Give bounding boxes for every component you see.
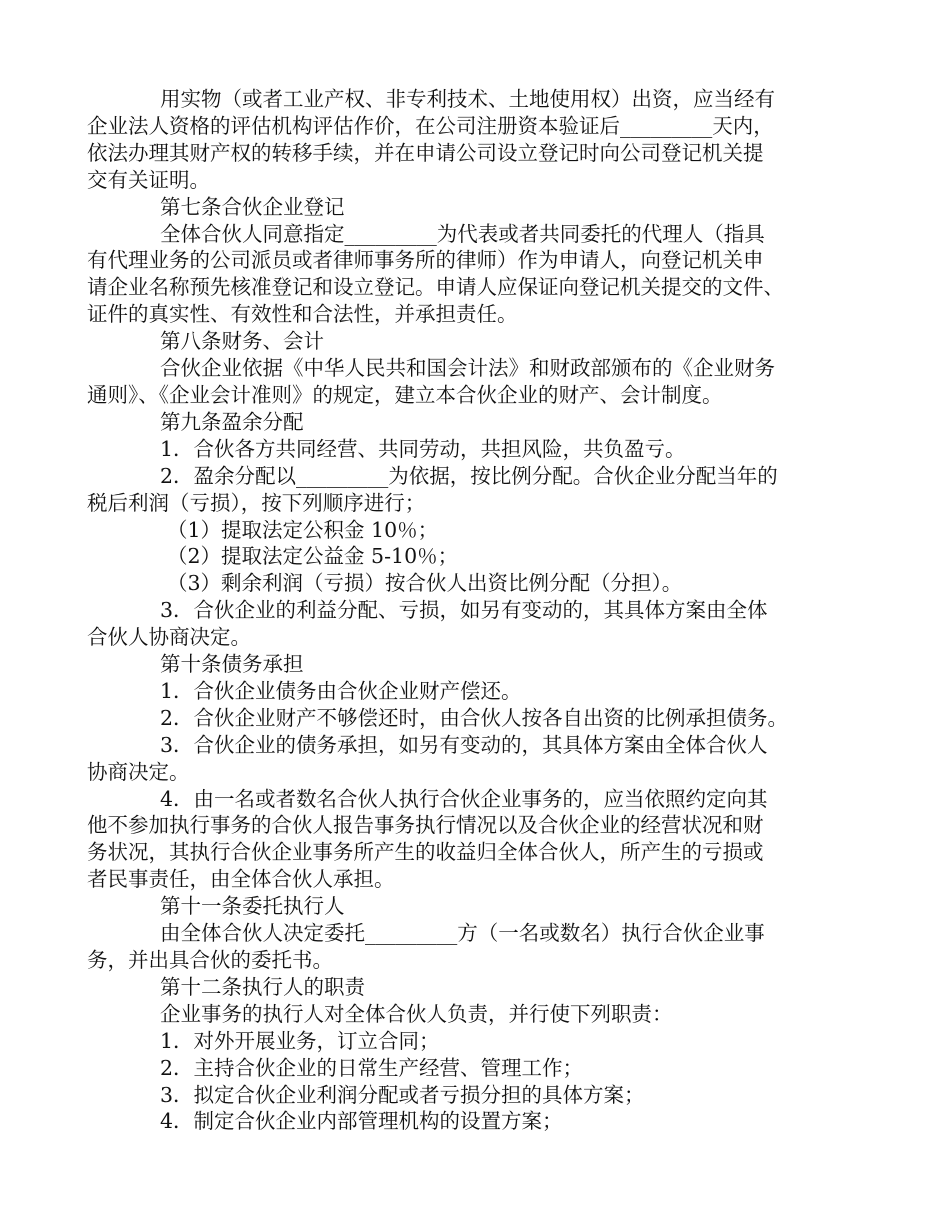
list-item: 2．盈余分配以_________为依据，按比例分配。合伙企业分配当年的 <box>160 463 778 488</box>
text-line: 由全体合伙人决定委托_________方（一名或数名）执行合伙企业事 <box>160 921 765 946</box>
article-heading: 第八条财务、会计 <box>160 329 324 354</box>
text-line: 交有关证明。 <box>87 167 210 192</box>
text-line: 企业法人资格的评估机构评估作价，在公司注册资本验证后_________天内， <box>87 113 774 138</box>
list-item: 3．拟定合伙企业利润分配或者亏损分担的具体方案； <box>160 1082 645 1107</box>
sub-list-item: （3）剩余利润（亏损）按合伙人出资比例分配（分担）。 <box>167 571 683 596</box>
article-heading: 第十条债务承担 <box>160 652 304 677</box>
list-item: 3．合伙企业的债务承担，如另有变动的，其具体方案由全体合伙人 <box>160 732 768 757</box>
list-item: 3．合伙企业的利益分配、亏损，如另有变动的，其具体方案由全体 <box>160 598 768 623</box>
text-line: 者民事责任，由全体合伙人承担。 <box>87 867 395 892</box>
text-line: 全体合伙人同意指定_________为代表或者共同委托的代理人（指具 <box>160 221 765 246</box>
list-item: 4．由一名或者数名合伙人执行合伙企业事务的，应当依照约定向其 <box>160 786 768 811</box>
article-heading: 第七条合伙企业登记 <box>160 194 345 219</box>
document-page <box>87 86 877 1135</box>
text-line: 企业事务的执行人对全体合伙人负责，并行使下列职责： <box>160 1001 673 1026</box>
text-line: 他不参加执行事务的合伙人报告事务执行情况以及合伙企业的经营状况和财 <box>87 813 764 838</box>
text-line: 有代理业务的公司派员或者律师事务所的律师）作为申请人，向登记机关申 <box>87 248 764 273</box>
text-line: 请企业名称预先核准登记和设立登记。申请人应保证向登记机关提交的文件、 <box>87 275 784 300</box>
article-heading: 第十一条委托执行人 <box>160 894 345 919</box>
text-line: 合伙企业依据《中华人民共和国会计法》和财政部颁布的《企业财务 <box>160 356 775 381</box>
list-item: 1．合伙企业债务由合伙企业财产偿还。 <box>160 678 522 703</box>
text-line: 合伙人协商决定。 <box>87 625 251 650</box>
text-line: 证件的真实性、有效性和合法性，并承担责任。 <box>87 302 518 327</box>
list-item: 2．合伙企业财产不够偿还时，由合伙人按各自出资的比例承担债务。 <box>160 705 789 730</box>
list-item: 1．合伙各方共同经营、共同劳动，共担风险，共负盈亏。 <box>160 436 686 461</box>
text-line: 通则》、《企业会计准则》的规定，建立本合伙企业的财产、会计制度。 <box>87 382 723 407</box>
article-heading: 第九条盈余分配 <box>160 409 304 434</box>
text-line: 务，并出具合伙的委托书。 <box>87 948 333 972</box>
list-item: 2．主持合伙企业的日常生产经营、管理工作； <box>160 1055 584 1080</box>
text-line: 依法办理其财产权的转移手续，并在申请公司设立登记时向公司登记机关提 <box>87 140 764 165</box>
sub-list-item: （1）提取法定公积金 10％； <box>167 517 439 542</box>
sub-list-item: （2）提取法定公益金 5-10％； <box>167 544 459 569</box>
text-line: 税后利润（亏损），按下列顺序进行； <box>87 490 426 515</box>
text-line: 用实物（或者工业产权、非专利技术、土地使用权）出资，应当经有 <box>160 87 775 111</box>
list-item: 4．制定合伙企业内部管理机构的设置方案； <box>160 1109 563 1134</box>
article-heading: 第十二条执行人的职责 <box>160 974 365 999</box>
list-item: 1．对外开展业务，订立合同； <box>160 1028 440 1053</box>
text-line: 务状况，其执行合伙企业事务所产生的收益归全体合伙人，所产生的亏损或 <box>87 840 764 865</box>
text-line: 协商决定。 <box>87 759 190 784</box>
